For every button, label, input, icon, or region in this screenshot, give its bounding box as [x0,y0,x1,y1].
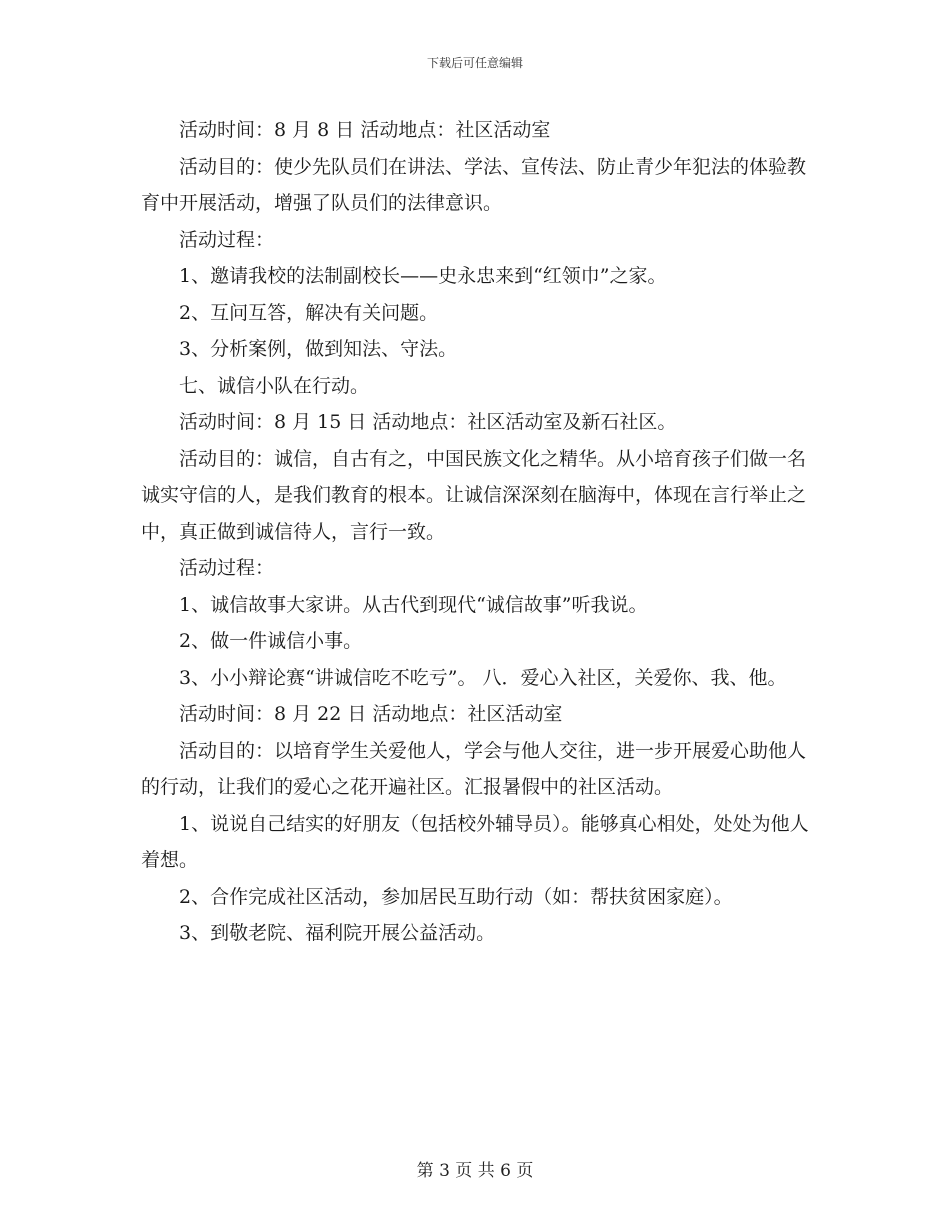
paragraph-activity-time-1: 活动时间：8 月 8 日 活动地点：社区活动室 [179,119,551,141]
list-item: 1、邀请我校的法制副校长——史永忠来到“红领巾”之家。 [179,265,667,287]
paragraph-activity-process-2: 活动过程： [179,557,275,579]
list-item: 2、互问互答，解决有关问题。 [179,301,439,324]
list-item: 3、小小辩论赛“讲诚信吃不吃亏”。 八．爱心入社区，关爱你、我、他。 [179,666,787,689]
list-item: 1、说说自己结实的好朋友（包括校外辅导员）。能够真心相处，处处为他人着想。 [141,812,809,871]
list-item: 3、到敬老院、福利院开展公益活动。 [179,922,496,944]
list-item: 2、做一件诚信小事。 [179,630,363,652]
list-item: 2、合作完成社区活动，参加居民互助行动（如：帮扶贫困家庭）。 [179,885,733,908]
page-header: 下载后可任意编辑 [426,56,523,70]
list-item: 3、分析案例，做到知法、守法。 [179,338,458,360]
paragraph-activity-process-1: 活动过程： [179,228,275,251]
paragraph-activity-purpose-2: 活动目的：诚信，自古有之，中国民族文化之精华。从小培育孩子们做一名诚实守信的人，是我们教育的根本。让诚信深深刻在脑海中，体现在言行举止之中，真正做到诚信待人，言行一致。 [141,447,807,543]
paragraph-activity-time-2: 活动时间：8 月 15 日 活动地点：社区活动室及新石社区。 [179,411,677,433]
paragraph-activity-purpose-1: 活动目的：使少先队员们在讲法、学法、宣传法、防止青少年犯法的体验教育中开展活动，增强了队员们的法律意识。 [141,155,807,214]
section-heading-7: 七、诚信小队在行动。 [179,374,370,397]
page-footer: 第 3 页 共 6 页 [416,1161,534,1181]
paragraph-activity-time-3: 活动时间：8 月 22 日 活动地点：社区活动室 [179,703,563,725]
list-item: 1、诚信故事大家讲。从古代到现代“诚信故事”听我说。 [179,593,648,616]
document-body [141,112,821,952]
paragraph-activity-purpose-3: 活动目的：以培育学生关爱他人，学会与他人交往，进一步开展爱心助他人的行动，让我们的爱心之花开遍社区。汇报暑假中的社区活动。 [141,739,807,798]
